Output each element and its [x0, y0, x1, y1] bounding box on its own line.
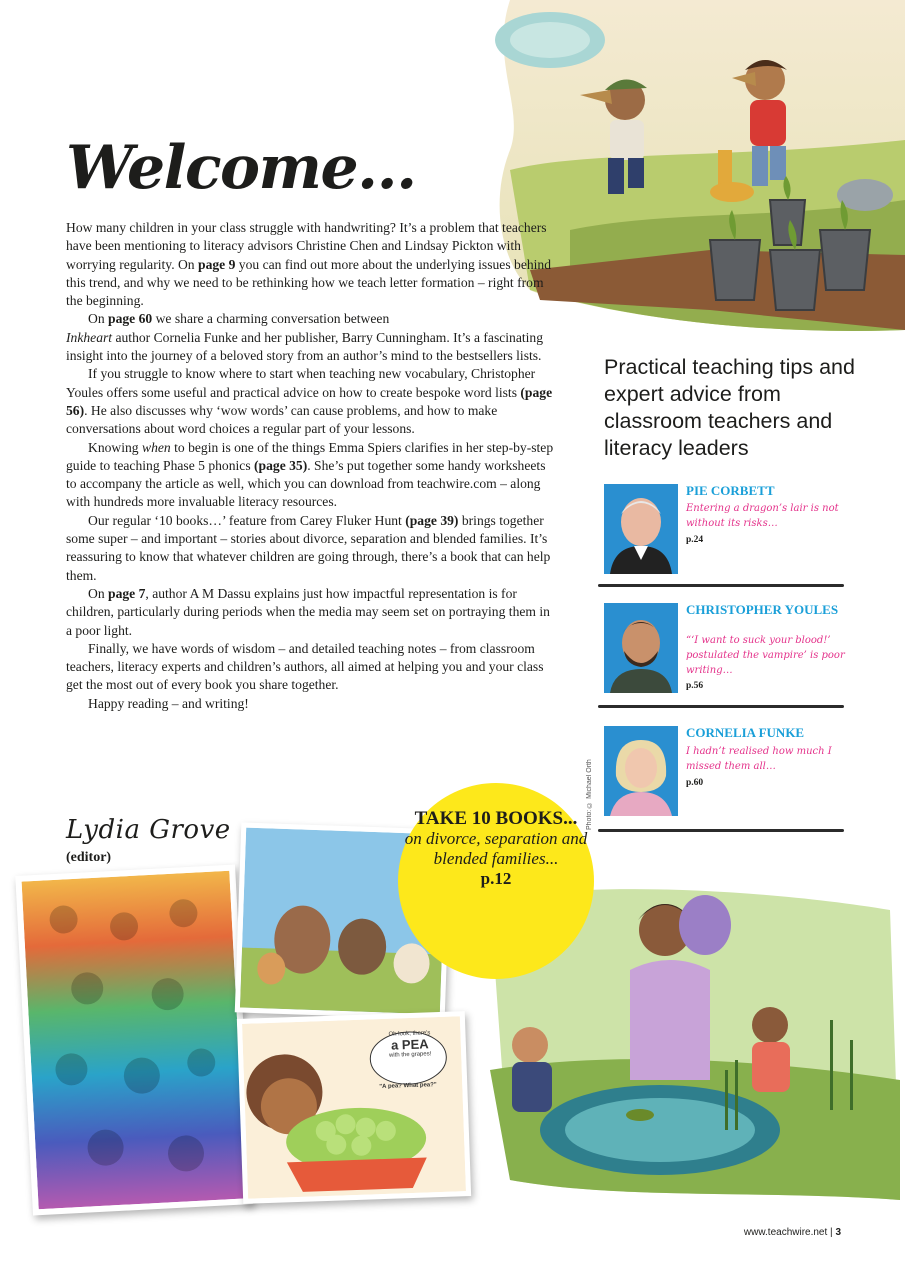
footer-separator: | [827, 1227, 836, 1238]
bubble-big: a PEA [390, 1036, 429, 1053]
contributor-name: CHRISTOPHER YOULES [686, 602, 839, 617]
contributor-pie-corbett[interactable] [604, 484, 844, 574]
divider [598, 829, 844, 832]
paragraph: Happy reading – and writing! [88, 695, 249, 711]
contributor-photo [604, 726, 678, 816]
badge-page: p.12 [480, 869, 512, 888]
tips-heading: Practical teaching tips and expert advice from classroom teachers and literacy leaders [604, 355, 855, 460]
photo-credit: Photo: © Michael Orth [586, 759, 593, 830]
book-spread-pea [237, 1011, 471, 1204]
contributor-quote: I hadn’t realised how much I missed them all… [686, 746, 832, 772]
speech-bubble [369, 1030, 450, 1060]
page-number: 3 [835, 1227, 841, 1238]
editorial-body [66, 219, 556, 713]
contributor-page: p.60 [686, 778, 704, 788]
take-10-books-badge[interactable] [398, 783, 594, 979]
speech-reply: "A pea? What pea?" [379, 1082, 437, 1091]
contributor-quote: “‘I want to suck your blood!’ postulated the vampire’ is poor writing… [686, 635, 845, 676]
paragraph: If you struggle to know where to start when teaching new vocabulary, Christopher Youles offers some useful and practical advice on how to create bespoke word lists (page 56). He also discusses why ‘wow words’ can cause problems, and how to make conversations about word choices a regular part of your lessons. [66, 366, 553, 437]
contributor-name: CORNELIA FUNKE [686, 725, 805, 740]
divider [598, 584, 844, 587]
badge-title: TAKE 10 BOOKS... [414, 808, 578, 829]
paragraph: On page 7, author A M Dassu explains just how impactful representation is for children, particularly during periods when the media may seem set on portraying them in a poor light. [66, 585, 550, 638]
editor-signature: Lydia Grove [66, 815, 231, 845]
book-cover-rainbow [15, 864, 252, 1215]
paragraph: Finally, we have words of wisdom – and detailed teaching notes – from classroom teachers, literacy experts and children’s authors, all aimed at helping you and your class get the most out of every book you share together. [66, 640, 544, 693]
badge-subtitle: on divorce, separation and blended families... [404, 829, 588, 868]
bubble-line: with the grapes! [388, 1051, 432, 1059]
contributor-photo [604, 484, 678, 574]
contributor-christopher-youles[interactable] [604, 603, 844, 693]
contributor-photo [604, 603, 678, 693]
bubble-line: Oh look, there's [388, 1030, 431, 1038]
contributor-quote: Entering a dragon’s lair is not without its risks… [686, 503, 839, 529]
paragraph: On page 60 we share a charming conversation between Inkheart author Cornelia Funke and her publisher, Barry Cunningham. It’s a fascinating insight into the journey of a beloved story from an author’s mind to the bestsellers lists. [66, 311, 544, 364]
paragraph: How many children in your class struggle with handwriting? It’s a problem that teachers have been mentioning to literacy advisors Christine Chen and Lindsay Pickton with worrying regularity. On page 9 you can find out more about the underlying issues behind this trend, and why we need to be rethinking how we teach letter formation – right from the beginning. [66, 220, 552, 309]
editor-label: (editor) [66, 850, 112, 865]
paragraph: Knowing when to begin is one of the things Emma Spiers clarifies in her step-by-step guide to teaching Phase 5 phonics (page 35). She’s put together some handy worksheets to accompany the article as well, which you can download from teachwire.com – along with hundreds more invaluable literacy resources. [66, 439, 554, 510]
footer-url[interactable]: www.teachwire.net [743, 1227, 828, 1238]
paragraph: Our regular ‘10 books…’ feature from Carey Fluker Hunt (page 39) brings together some super – and important – stories about divorce, separation and blended families. It’s reassuring to know that whatever children are going through, there’s a book that can help them. [66, 512, 551, 583]
page-footer [744, 1227, 841, 1238]
divider [598, 705, 844, 708]
contributor-page: p.24 [686, 535, 704, 545]
contributor-cornelia-funke[interactable] [604, 726, 844, 816]
contributor-name: PIE CORBETT [686, 483, 775, 498]
page-title: Welcome… [66, 133, 416, 203]
contributor-page: p.56 [686, 681, 704, 691]
